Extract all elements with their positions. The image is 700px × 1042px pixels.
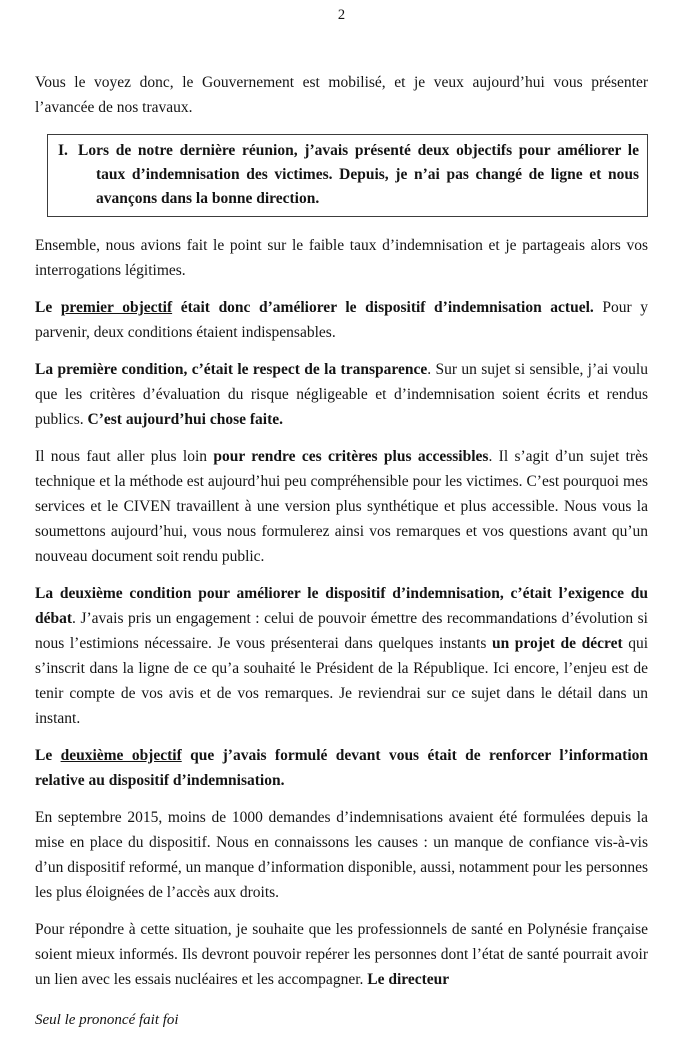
- page-number: 2: [337, 7, 346, 23]
- paragraph-premier-objectif: Le premier objectif était donc d’améliorer le dispositif d’indemnisation actuel. Pour y parvenir, deux conditions étaient indispensables.: [35, 299, 648, 341]
- footer-note: Seul le prononcé fait foi: [35, 1012, 179, 1028]
- paragraph-intro: Vous le voyez donc, le Gouvernement est mobilisé, et je veux aujourd’hui vous présenter l’avancée de nos travaux.: [35, 74, 648, 116]
- paragraph-septembre-2015: En septembre 2015, moins de 1000 demandes d’indemnisations avaient été formulées depuis la mise en place du dispositif. Nous en connaissons les causes : un manque de confiance vis-à-vis d’un dispositif reformé, un manque d’information disponible, aussi, notamment pour les personnes les plus éloignées de l’accès aux droits.: [35, 809, 648, 901]
- paragraph-deuxieme-objectif: Le deuxième objectif que j’avais formulé devant vous était de renforcer l’information relative au dispositif d’indemnisation.: [35, 747, 649, 789]
- paragraph-criteres-accessibles: Il nous faut aller plus loin pour rendre ces critères plus accessibles. Il s’agit d’un sujet très technique et la méthode est aujourd’hui peu compréhensible pour les victimes. C’est pourquoi mes services et le CIVEN travaillent à une version plus synthétique et plus accessible. Nous vous la soumettons aujourd’hui, vous nous formulerez ainsi vos remarques et vos questions avant qu’un nouveau document soit rendu public.: [35, 448, 648, 565]
- callout-box-text: Lors de notre dernière réunion, j’avais présenté deux objectifs pour améliorer le taux d’indemnisation des victimes. Depuis, je n’ai pas changé de ligne et nous avançons dans la bonne direction.: [78, 142, 639, 207]
- paragraph-ensemble: Ensemble, nous avions fait le point sur le faible taux d’indemnisation et je partageais alors vos interrogations légitimes.: [35, 237, 648, 279]
- objectives-callout-box: [47, 134, 648, 217]
- paragraph-premiere-condition: La première condition, c’était le respect de la transparence. Sur un sujet si sensible, j’ai voulu que les critères d’évaluation du risque négligeable et d’indemnisation soient écrits et rendus publics. C’est aujourd’hui chose faite.: [35, 361, 648, 428]
- paragraph-professionnels-sante: Pour répondre à cette situation, je souhaite que les professionnels de santé en Polynésie française soient mieux informés. Ils devront pouvoir repérer les personnes dont l’état de santé pourrait avoir un lien avec les essais nucléaires et les accompagner. Le directeur: [35, 921, 648, 988]
- list-marker: I.: [58, 142, 68, 159]
- numbered-item: [48, 139, 639, 211]
- paragraph-deuxieme-condition: La deuxième condition pour améliorer le dispositif d’indemnisation, c’était l’exigence du débat. J’avais pris un engagement : celui de pouvoir émettre des recommandations d’évolution si nous l’estimions nécessaire. Je vous présenterai dans quelques instants un projet de décret qui s’inscrit dans la ligne de ce qu’a souhaité le Président de la République. Ici encore, l’enjeu est de tenir compte de vos avis et de vos remarques. Je reviendrai sur ce sujet dans le détail dans un instant.: [35, 585, 649, 727]
